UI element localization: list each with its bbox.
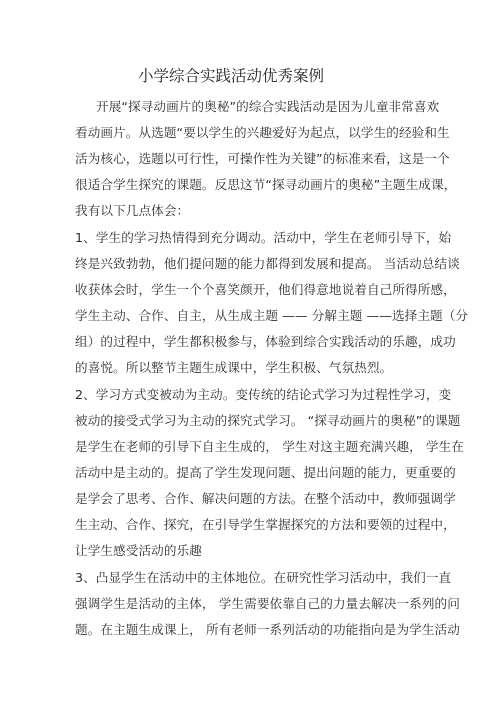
paragraph-line: 的喜悦。所以整节主题生成课中，学生积极、气氛热烈。	[75, 360, 393, 375]
paragraph-line: 活动中是主动的。提高了学生发现问题、提出问题的能力，更重要的	[75, 465, 456, 480]
paragraph-line: 很适合学生探究的课题。反思这节“探寻动画片的奥秘”主题生成课，	[75, 177, 457, 192]
paragraph-line: 强调学生是活动的主体， 学生需要依靠自己的力量去解决一系列的问	[75, 596, 460, 611]
paragraph-line: 活为核心，选题以可行性，可操作性为关键”的标准来看，这是一个	[75, 151, 450, 166]
paragraph-line: 学生主动、合作、自主，从生成主题 —— 分解主题 ——选择主题（分	[75, 308, 469, 323]
paragraph-line: 被动的接受式学习为主动的探究式学习。 “探寻动画片的奥秘”的课题	[75, 413, 461, 428]
paragraph-line: 生主动、合作、探究，在引导学生掌握探究的方法和要领的过程中，	[75, 517, 456, 532]
paragraph-line: 看动画片。从选题“要以学生的兴趣爱好为起点，以学生的经验和生	[75, 125, 450, 140]
paragraph-line: 组）的过程中，学生都积极参与，体验到综合实践活动的乐趣，成功	[75, 334, 456, 349]
paragraph-line: 3、凸显学生在活动中的主体地位。在研究性学习活动中，我们一直	[75, 570, 452, 585]
paragraph-line: 2、学习方式变被动为主动。变传统的结论式学习为过程性学习，变	[75, 387, 452, 402]
paragraph-line: 1、学生的学习热情得到充分调动。活动中，学生在老师引导下，始	[75, 230, 452, 245]
paragraph-line: 终是兴致勃勃，他们提问题的能力都得到发展和提高。 当活动总结谈	[75, 256, 460, 271]
paragraph-line: 开展“探寻动画片的奥秘”的综合实践活动是因为儿童非常喜欢	[96, 99, 440, 114]
document-title: 小学综合实践活动优秀案例	[138, 67, 325, 85]
paragraph-line: 让学生感受活动的乐趣	[75, 543, 202, 558]
paragraph-line: 是学生在老师的引导下自主生成的， 学生对这主题充满兴趣， 学生在	[75, 439, 465, 454]
paragraph-line: 是学会了思考、合作、解决问题的方法。在整个活动中，教师强调学	[75, 491, 456, 506]
paragraph-line: 收获体会时，学生一个个喜笑颜开，他们得意地说着自己所得所感，	[75, 282, 456, 297]
paragraph-line: 题。在主题生成课上， 所有老师一系列活动的功能指向是为学生活动	[75, 622, 460, 637]
paragraph-line: 我有以下几点体会：	[75, 203, 190, 218]
